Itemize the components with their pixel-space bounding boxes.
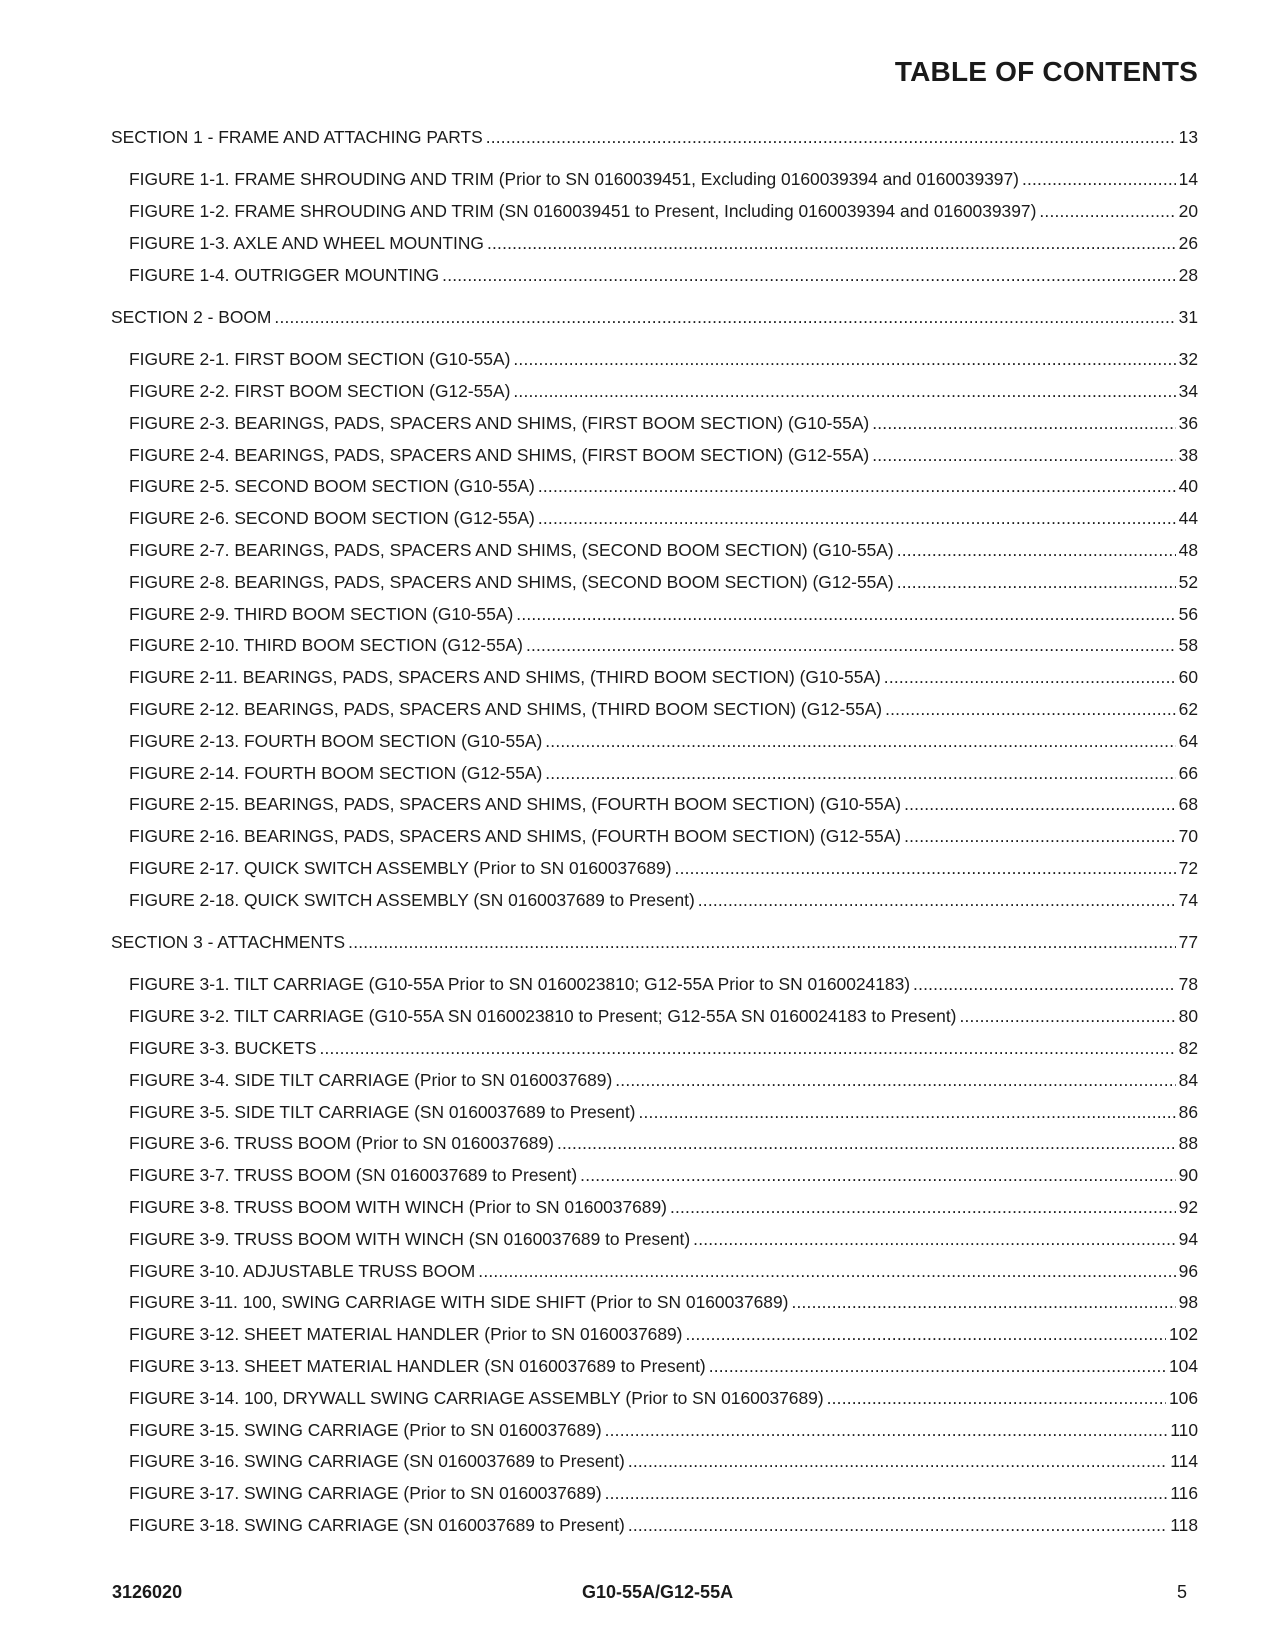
dot-leader — [685, 1324, 1166, 1345]
toc-figure-row[interactable] — [111, 201, 1198, 233]
dot-leader — [442, 265, 1176, 286]
toc-entry-label: FIGURE 2-15. BEARINGS, PADS, SPACERS AND SHIMS, (FOURTH BOOM SECTION) (G10-55A) — [129, 794, 902, 815]
dot-leader — [638, 1102, 1175, 1123]
toc-section-row[interactable] — [111, 307, 1198, 339]
table-of-contents — [111, 127, 1198, 1547]
dot-leader — [628, 1515, 1167, 1536]
dot-leader — [348, 932, 1176, 953]
toc-figure-row[interactable] — [111, 1133, 1198, 1165]
toc-entry-label: FIGURE 3-10. ADJUSTABLE TRUSS BOOM — [129, 1260, 476, 1281]
toc-entry-page: 14 — [1178, 169, 1198, 190]
toc-entry-page: 38 — [1178, 444, 1198, 465]
dot-leader — [580, 1165, 1176, 1186]
toc-entry-label: FIGURE 3-4. SIDE TILT CARRIAGE (Prior to SN 0160037689) — [129, 1069, 613, 1090]
toc-entry-label: SECTION 3 - ATTACHMENTS — [111, 932, 346, 953]
dot-leader — [698, 890, 1176, 911]
dot-leader — [274, 307, 1175, 328]
dot-leader — [557, 1133, 1176, 1154]
toc-entry-page: 114 — [1170, 1451, 1198, 1472]
toc-entry-label: FIGURE 1-4. OUTRIGGER MOUNTING — [129, 264, 440, 285]
toc-figure-row[interactable] — [111, 1420, 1198, 1452]
toc-entry-label: SECTION 1 - FRAME AND ATTACHING PARTS — [111, 127, 483, 147]
toc-figure-row[interactable] — [111, 1229, 1198, 1261]
toc-figure-row[interactable] — [111, 1197, 1198, 1229]
toc-entry-page: 104 — [1168, 1355, 1198, 1376]
toc-entry-label: FIGURE 2-9. THIRD BOOM SECTION (G10-55A) — [129, 603, 514, 624]
toc-entry-label: FIGURE 2-5. SECOND BOOM SECTION (G10-55A) — [129, 476, 535, 497]
toc-entry-page: 70 — [1178, 826, 1198, 847]
toc-entry-label: FIGURE 3-18. SWING CARRIAGE (SN 0160037689 to Present) — [129, 1514, 625, 1535]
toc-entry-label: FIGURE 2-14. FOURTH BOOM SECTION (G12-55A) — [129, 762, 543, 783]
dot-leader — [526, 635, 1176, 656]
dot-leader — [538, 476, 1176, 497]
dot-leader — [1022, 169, 1176, 190]
toc-entry-page: 13 — [1178, 127, 1198, 147]
toc-figure-row[interactable] — [111, 1388, 1198, 1420]
dot-leader — [486, 127, 1176, 148]
toc-figure-row[interactable] — [111, 794, 1198, 826]
toc-entry-page: 110 — [1170, 1419, 1198, 1440]
toc-figure-row[interactable] — [111, 635, 1198, 667]
toc-figure-row[interactable] — [111, 890, 1198, 922]
dot-leader — [693, 1229, 1175, 1250]
toc-entry-label: FIGURE 2-6. SECOND BOOM SECTION (G12-55A) — [129, 508, 535, 529]
toc-figure-row[interactable] — [111, 1038, 1198, 1070]
dot-leader — [487, 233, 1176, 254]
toc-entry-page: 82 — [1178, 1038, 1198, 1059]
toc-figure-row[interactable] — [111, 1483, 1198, 1515]
toc-entry-page: 102 — [1168, 1324, 1198, 1345]
toc-entry-page: 64 — [1178, 730, 1198, 751]
toc-entry-page: 36 — [1178, 412, 1198, 433]
toc-figure-row[interactable] — [111, 763, 1198, 795]
toc-figure-row[interactable] — [111, 826, 1198, 858]
toc-entry-page: 56 — [1178, 603, 1198, 624]
toc-entry-page: 20 — [1178, 201, 1198, 222]
dot-leader — [904, 826, 1176, 847]
dot-leader — [545, 731, 1175, 752]
dot-leader — [478, 1261, 1175, 1282]
dot-leader — [913, 974, 1176, 995]
model-name: G10-55A/G12-55A — [582, 1582, 734, 1602]
toc-entry-page: 98 — [1178, 1292, 1198, 1313]
toc-figure-row[interactable] — [111, 233, 1198, 265]
toc-entry-page: 28 — [1178, 264, 1198, 285]
document-number: 3126020 — [112, 1582, 183, 1602]
toc-figure-row[interactable] — [111, 1515, 1198, 1547]
toc-entry-label: FIGURE 2-13. FOURTH BOOM SECTION (G10-55A) — [129, 730, 543, 751]
toc-figure-row[interactable] — [111, 413, 1198, 445]
toc-entry-label: FIGURE 1-2. FRAME SHROUDING AND TRIM (SN 0160039451 to Present, Including 0160039394 and 0160039397) — [129, 201, 1037, 222]
toc-entry-page: 34 — [1178, 381, 1198, 402]
dot-leader — [897, 540, 1176, 561]
dot-leader — [513, 381, 1175, 402]
toc-entry-page: 60 — [1178, 667, 1198, 688]
toc-entry-label: SECTION 2 - BOOM — [111, 306, 272, 327]
toc-figure-row[interactable] — [111, 445, 1198, 477]
dot-leader — [709, 1356, 1166, 1377]
dot-leader — [1039, 201, 1175, 222]
toc-figure-row[interactable] — [111, 667, 1198, 699]
dot-leader — [513, 349, 1175, 370]
dot-leader — [628, 1451, 1167, 1472]
toc-entry-label: FIGURE 3-17. SWING CARRIAGE (Prior to SN 0160037689) — [129, 1483, 602, 1504]
dot-leader — [872, 413, 1175, 434]
toc-entry-page: 96 — [1178, 1260, 1198, 1281]
toc-entry-label: FIGURE 3-9. TRUSS BOOM WITH WINCH (SN 0160037689 to Present) — [129, 1228, 691, 1249]
toc-figure-row[interactable] — [111, 476, 1198, 508]
toc-entry-page: 80 — [1178, 1006, 1198, 1027]
dot-leader — [538, 508, 1176, 529]
toc-figure-row[interactable] — [111, 572, 1198, 604]
toc-entry-label: FIGURE 1-3. AXLE AND WHEEL MOUNTING — [129, 232, 484, 253]
dot-leader — [884, 667, 1176, 688]
dot-leader — [545, 763, 1175, 784]
toc-entry-page: 62 — [1178, 699, 1198, 720]
toc-entry-label: FIGURE 2-3. BEARINGS, PADS, SPACERS AND SHIMS, (FIRST BOOM SECTION) (G10-55A) — [129, 412, 870, 433]
toc-entry-page: 118 — [1170, 1514, 1198, 1535]
toc-entry-label: FIGURE 3-15. SWING CARRIAGE (Prior to SN 0160037689) — [129, 1419, 602, 1440]
toc-figure-row[interactable] — [111, 858, 1198, 890]
toc-entry-page: 58 — [1178, 635, 1198, 656]
toc-entry-page: 40 — [1178, 476, 1198, 497]
toc-figure-row[interactable] — [111, 540, 1198, 572]
toc-entry-label: FIGURE 3-16. SWING CARRIAGE (SN 0160037689 to Present) — [129, 1451, 625, 1472]
toc-figure-row[interactable] — [111, 1451, 1198, 1483]
toc-entry-page: 116 — [1170, 1483, 1198, 1504]
dot-leader — [897, 572, 1176, 593]
page-title: TABLE OF CONTENTS — [894, 56, 1198, 87]
dot-leader — [885, 699, 1176, 720]
toc-entry-label: FIGURE 3-12. SHEET MATERIAL HANDLER (Prior to SN 0160037689) — [129, 1324, 683, 1345]
toc-entry-label: FIGURE 2-1. FIRST BOOM SECTION (G10-55A) — [129, 349, 511, 370]
toc-entry-label: FIGURE 3-11. 100, SWING CARRIAGE WITH SIDE SHIFT (Prior to SN 0160037689) — [129, 1292, 789, 1313]
toc-figure-row[interactable] — [111, 349, 1198, 381]
toc-entry-label: FIGURE 3-5. SIDE TILT CARRIAGE (SN 0160037689 to Present) — [129, 1101, 636, 1122]
toc-figure-row[interactable] — [111, 508, 1198, 540]
toc-figure-row[interactable] — [111, 1324, 1198, 1356]
toc-entry-page: 72 — [1178, 858, 1198, 879]
dot-leader — [827, 1388, 1166, 1409]
toc-entry-label: FIGURE 2-17. QUICK SWITCH ASSEMBLY (Prior to SN 0160037689) — [129, 858, 672, 879]
dot-leader — [615, 1070, 1175, 1091]
page-number: 5 — [1176, 1582, 1187, 1602]
toc-entry-page: 68 — [1178, 794, 1198, 815]
toc-figure-row[interactable] — [111, 1102, 1198, 1134]
dot-leader — [959, 1006, 1175, 1027]
toc-figure-row[interactable] — [111, 1292, 1198, 1324]
toc-entry-page: 77 — [1178, 932, 1198, 953]
toc-entry-page: 74 — [1178, 889, 1198, 910]
toc-entry-label: FIGURE 3-8. TRUSS BOOM WITH WINCH (Prior to SN 0160037689) — [129, 1197, 667, 1217]
dot-leader — [516, 604, 1175, 625]
toc-figure-row[interactable] — [111, 1261, 1198, 1293]
toc-entry-label: FIGURE 2-10. THIRD BOOM SECTION (G12-55A) — [129, 635, 523, 656]
toc-entry-label: FIGURE 2-18. QUICK SWITCH ASSEMBLY (SN 0160037689 to Present) — [129, 889, 695, 910]
toc-entry-label: FIGURE 2-16. BEARINGS, PADS, SPACERS AND SHIMS, (FOURTH BOOM SECTION) (G12-55A) — [129, 826, 902, 847]
toc-entry-label: FIGURE 2-11. BEARINGS, PADS, SPACERS AND SHIMS, (THIRD BOOM SECTION) (G10-55A) — [129, 667, 881, 688]
toc-entry-label: FIGURE 2-2. FIRST BOOM SECTION (G12-55A) — [129, 381, 511, 402]
toc-entry-page: 66 — [1178, 762, 1198, 783]
toc-entry-label: FIGURE 3-6. TRUSS BOOM (Prior to SN 0160037689) — [129, 1133, 554, 1154]
dot-leader — [605, 1420, 1168, 1441]
toc-entry-page: 31 — [1178, 306, 1198, 327]
toc-entry-label: FIGURE 1-1. FRAME SHROUDING AND TRIM (Prior to SN 0160039451, Excluding 0160039394 and 0160039397) — [129, 169, 1019, 190]
toc-entry-page: 94 — [1178, 1228, 1198, 1249]
toc-entry-page: 44 — [1178, 508, 1198, 529]
toc-section-row[interactable] — [111, 932, 1198, 964]
toc-entry-page: 88 — [1178, 1133, 1198, 1154]
toc-figure-row[interactable] — [111, 1356, 1198, 1388]
toc-figure-row[interactable] — [111, 1165, 1198, 1197]
toc-entry-label: FIGURE 3-3. BUCKETS — [129, 1038, 317, 1059]
toc-entry-page: 78 — [1178, 974, 1198, 995]
toc-entry-label: FIGURE 3-1. TILT CARRIAGE (G10-55A Prior to SN 0160023810; G12-55A Prior to SN 0160024183) — [129, 974, 911, 995]
toc-figure-row[interactable] — [111, 974, 1198, 1006]
dot-leader — [675, 858, 1176, 879]
dot-leader — [791, 1292, 1175, 1313]
toc-section-row[interactable] — [111, 127, 1198, 159]
toc-entry-label: FIGURE 3-2. TILT CARRIAGE (G10-55A SN 0160023810 to Present; G12-55A SN 0160024183 to Present) — [129, 1006, 957, 1027]
toc-entry-label: FIGURE 3-13. SHEET MATERIAL HANDLER (SN 0160037689 to Present) — [129, 1355, 706, 1376]
page-footer — [112, 1582, 1187, 1606]
toc-entry-page: 52 — [1178, 571, 1198, 592]
toc-entry-page: 86 — [1178, 1101, 1198, 1122]
toc-entry-page: 106 — [1168, 1387, 1198, 1408]
toc-figure-row[interactable] — [111, 381, 1198, 413]
toc-figure-row[interactable] — [111, 265, 1198, 297]
toc-entry-page: 90 — [1178, 1165, 1198, 1186]
dot-leader — [670, 1197, 1176, 1218]
toc-figure-row[interactable] — [111, 731, 1198, 763]
toc-entry-label: FIGURE 2-8. BEARINGS, PADS, SPACERS AND SHIMS, (SECOND BOOM SECTION) (G12-55A) — [129, 571, 894, 592]
dot-leader — [904, 794, 1176, 815]
toc-entry-label: FIGURE 3-7. TRUSS BOOM (SN 0160037689 to Present) — [129, 1165, 578, 1186]
toc-entry-page: 26 — [1178, 232, 1198, 253]
toc-entry-page: 48 — [1178, 540, 1198, 561]
toc-figure-row[interactable] — [111, 1070, 1198, 1102]
toc-entry-label: FIGURE 2-4. BEARINGS, PADS, SPACERS AND SHIMS, (FIRST BOOM SECTION) (G12-55A) — [129, 444, 870, 465]
toc-figure-row[interactable] — [111, 604, 1198, 636]
toc-entry-page: 32 — [1178, 349, 1198, 370]
dot-leader — [872, 445, 1175, 466]
toc-entry-label: FIGURE 2-12. BEARINGS, PADS, SPACERS AND SHIMS, (THIRD BOOM SECTION) (G12-55A) — [129, 699, 883, 720]
toc-figure-row[interactable] — [111, 169, 1198, 201]
toc-entry-label: FIGURE 2-7. BEARINGS, PADS, SPACERS AND SHIMS, (SECOND BOOM SECTION) (G10-55A) — [129, 540, 894, 561]
toc-entry-label: FIGURE 3-14. 100, DRYWALL SWING CARRIAGE ASSEMBLY (Prior to SN 0160037689) — [129, 1387, 824, 1408]
toc-entry-page: 92 — [1178, 1197, 1198, 1217]
dot-leader — [605, 1483, 1168, 1504]
toc-figure-row[interactable] — [111, 699, 1198, 731]
toc-figure-row[interactable] — [111, 1006, 1198, 1038]
dot-leader — [319, 1038, 1175, 1059]
toc-entry-page: 84 — [1178, 1069, 1198, 1090]
